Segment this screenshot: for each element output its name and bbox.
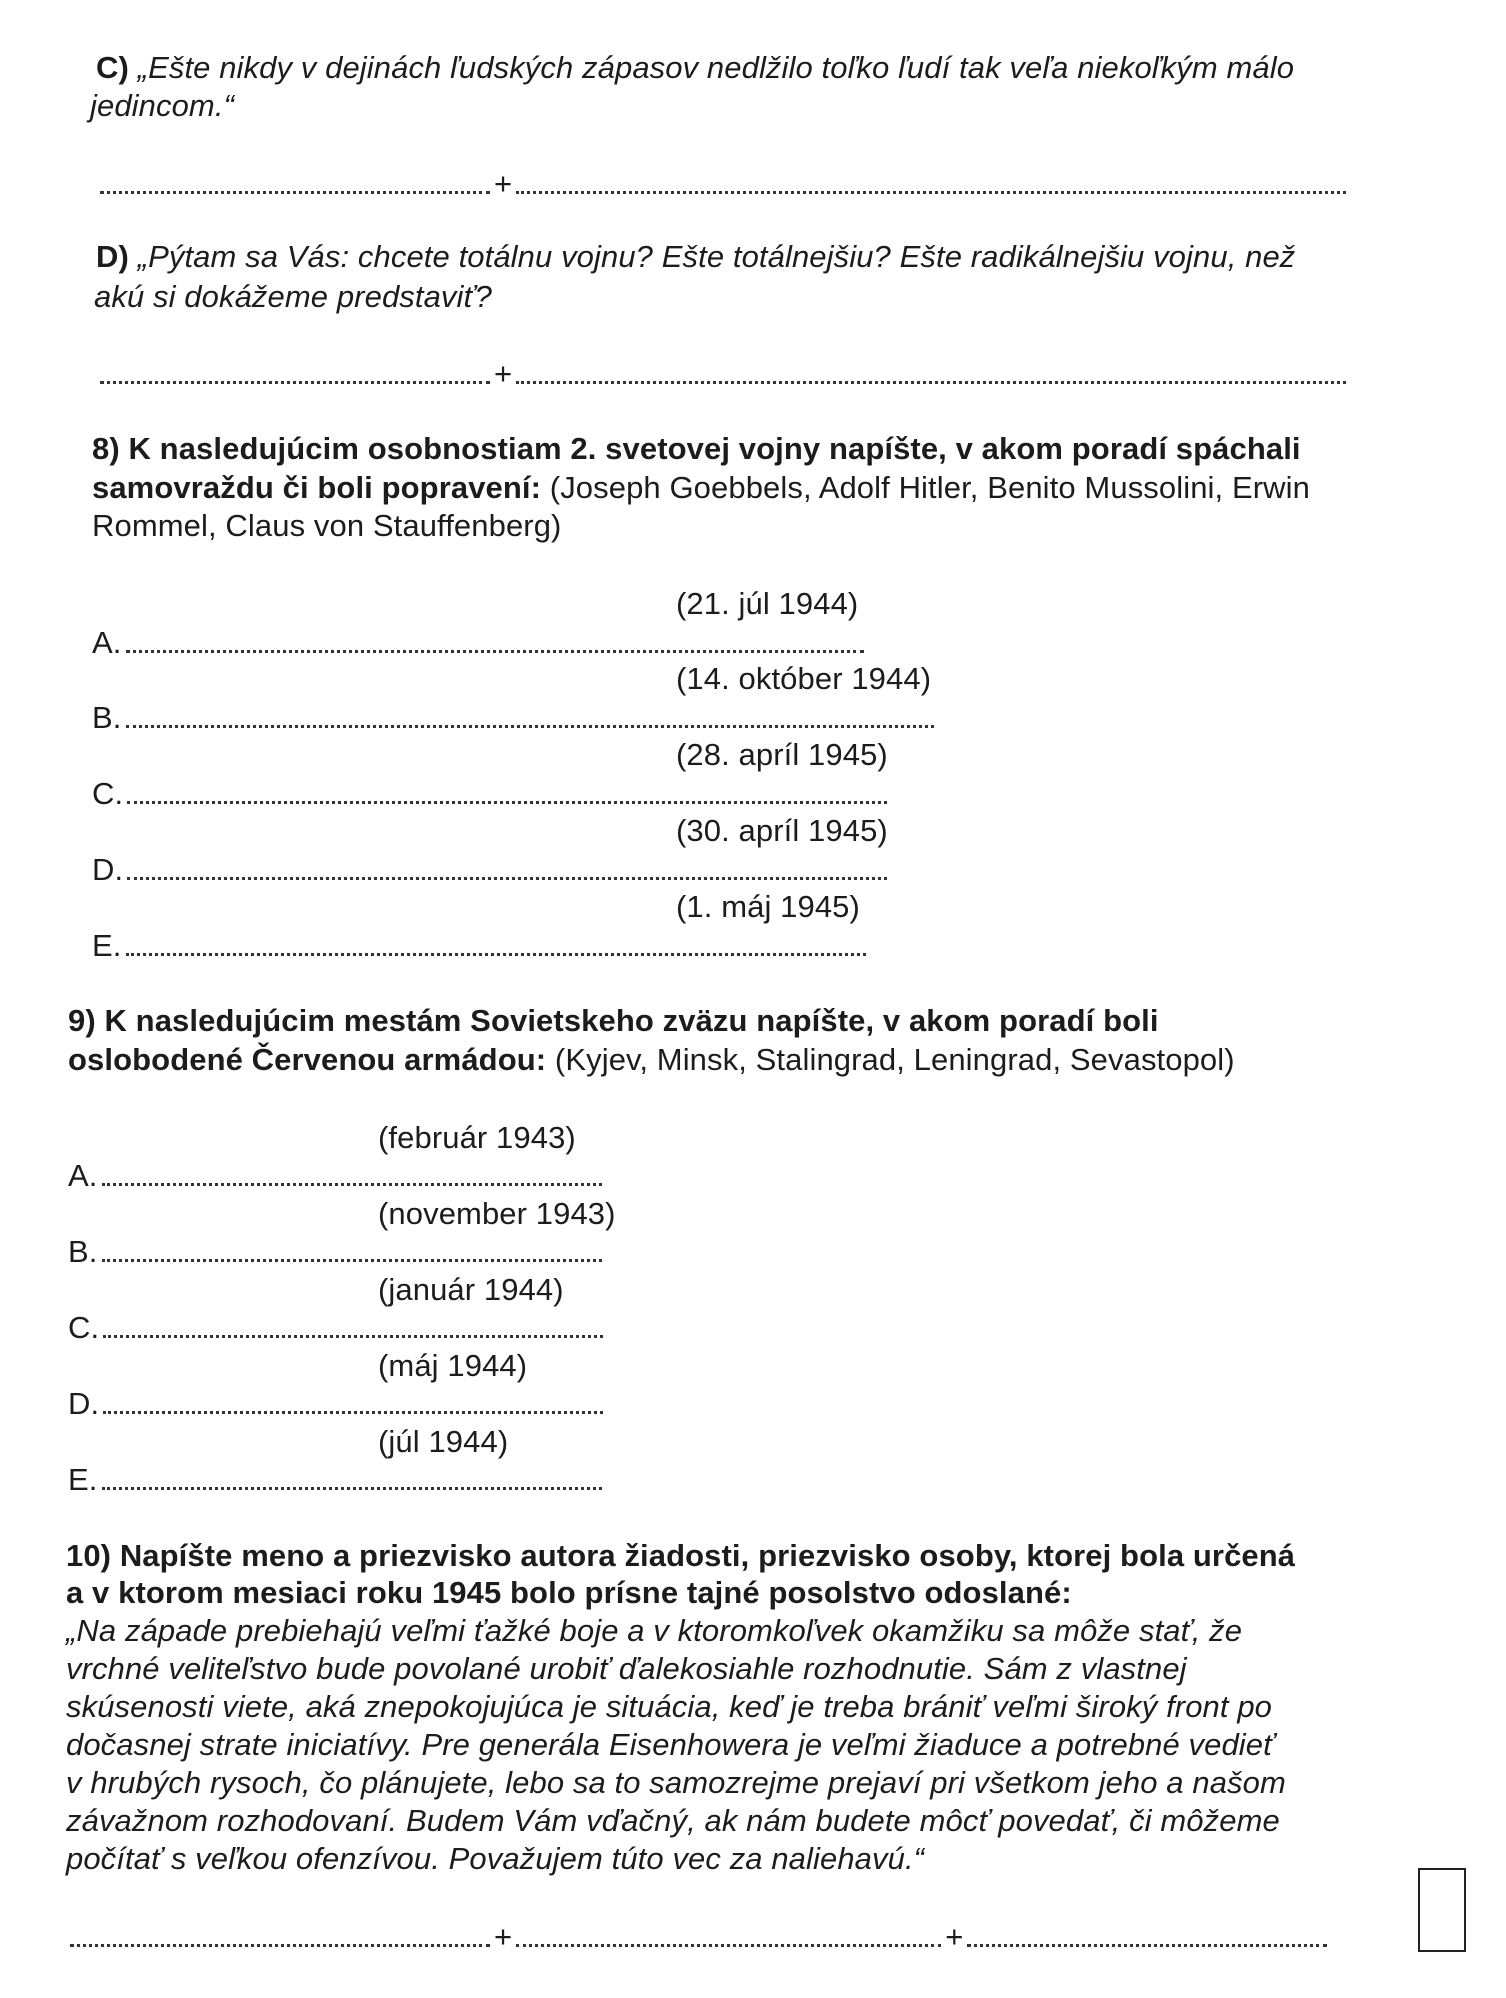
- plus-sign: +: [494, 166, 513, 201]
- plus-sign: +: [945, 1919, 964, 1954]
- q10-quote-line: počítať s veľkou ofenzívou. Považujem túto vec za naliehavú.“: [66, 1841, 925, 1876]
- answer-blank[interactable]: [516, 190, 1346, 194]
- q8-date: (28. apríl 1945): [676, 737, 888, 772]
- answer-blank[interactable]: [127, 876, 887, 880]
- answer-blank-author[interactable]: [70, 1943, 490, 1947]
- q8-letter: D.: [92, 852, 124, 887]
- q8-date: (30. apríl 1945): [676, 813, 888, 848]
- q10-quote-line: „Na západe prebiehajú veľmi ťažké boje a v ktoromkoľvek okamžiku sa môže stať, že: [66, 1613, 1243, 1648]
- q9-date: (november 1943): [378, 1196, 616, 1231]
- answer-blank-month[interactable]: [967, 1943, 1327, 1947]
- q10-quote-line: závažnom rozhodovaní. Budem Vám vďačný, ak nám budete môcť povedať, či môžeme: [66, 1803, 1280, 1838]
- q7-d-answer-line[interactable]: [96, 355, 1350, 393]
- answer-blank[interactable]: [100, 190, 490, 194]
- plus-sign: +: [494, 356, 513, 391]
- q8-letter: A.: [92, 625, 122, 660]
- q10-quote-line: skúsenosti viete, aká znepokojujúca je situácia, keď je treba brániť veľmi široký front po: [66, 1689, 1272, 1724]
- answer-blank[interactable]: [103, 1410, 603, 1414]
- answer-blank[interactable]: [102, 1258, 602, 1262]
- plus-sign: +: [494, 1919, 513, 1954]
- q9-letter: C.: [68, 1310, 100, 1345]
- q8-heading-line3: Rommel, Claus von Stauffenberg): [92, 508, 562, 543]
- q9-date: (júl 1944): [378, 1424, 509, 1459]
- q7-c-quote-line1: „Ešte nikdy v dejinách ľudských zápasov nedlžilo toľko ľudí tak veľa niekoľkým málo: [137, 50, 1295, 85]
- q8-answer-row[interactable]: [92, 624, 868, 662]
- answer-blank[interactable]: [100, 380, 490, 384]
- q7-c-quote-line2: jedincom.“: [90, 88, 234, 123]
- q10-quote-line: dočasnej strate iniciatívy. Pre generála Eisenhowera je veľmi žiaduce a potrebné vedieť: [66, 1727, 1275, 1762]
- q9-date: (január 1944): [378, 1272, 564, 1307]
- q9-letter: B.: [68, 1234, 98, 1269]
- answer-blank[interactable]: [516, 380, 1346, 384]
- answer-blank[interactable]: [126, 724, 934, 728]
- q7-c-text-line1: [96, 49, 1294, 87]
- q8-date: (14. október 1944): [676, 661, 932, 696]
- q9-heading-line2: [68, 1041, 1235, 1079]
- q8-answer-row[interactable]: [92, 699, 938, 737]
- score-box[interactable]: [1418, 1868, 1466, 1952]
- q7-c-label: C): [96, 50, 129, 85]
- answer-blank[interactable]: [102, 1182, 602, 1186]
- q8-letter: B.: [92, 700, 122, 735]
- q8-answer-row[interactable]: [92, 775, 891, 813]
- q7-d-text-line1: [96, 238, 1295, 276]
- q10-quote-line: vrchné veliteľstvo bude povolané urobiť ďalekosiahle rozhodnutie. Sám z vlastnej: [66, 1651, 1187, 1686]
- answer-blank-recipient[interactable]: [516, 1943, 941, 1947]
- q9-letter: A.: [68, 1158, 98, 1193]
- q7-d-quote-line1: „Pýtam sa Vás: chcete totálnu vojnu? Ešte totálnejšiu? Ešte radikálnejšiu vojnu, než: [137, 239, 1296, 274]
- q9-date: (máj 1944): [378, 1348, 528, 1383]
- q9-answer-row[interactable]: [68, 1233, 606, 1271]
- q9-answer-row[interactable]: [68, 1461, 606, 1499]
- q8-answer-row[interactable]: [92, 851, 891, 889]
- q7-d-label: D): [96, 239, 129, 274]
- q9-answer-row[interactable]: [68, 1309, 607, 1347]
- answer-blank[interactable]: [126, 952, 866, 956]
- q9-letter: D.: [68, 1386, 100, 1421]
- q9-heading-bold: oslobodené Červenou armádou:: [68, 1042, 547, 1077]
- q9-date: (február 1943): [378, 1120, 576, 1155]
- q10-answer-line[interactable]: [66, 1918, 1331, 1956]
- q7-d-quote-line2: akú si dokážeme predstaviť?: [94, 279, 492, 314]
- q8-letter: C.: [92, 776, 124, 811]
- q8-heading-names: (Joseph Goebbels, Adolf Hitler, Benito Mussolini, Erwin: [541, 470, 1310, 505]
- q10-heading-line2: a v ktorom mesiaci roku 1945 bolo prísne tajné posolstvo odoslané:: [66, 1575, 1072, 1610]
- answer-blank[interactable]: [127, 800, 887, 804]
- q9-letter: E.: [68, 1462, 98, 1497]
- q8-date: (21. júl 1944): [676, 586, 859, 621]
- answer-blank[interactable]: [102, 1486, 602, 1490]
- q9-answer-row[interactable]: [68, 1385, 607, 1423]
- q10-quote-line: v hrubých rysoch, čo plánujete, lebo sa to samozrejme prejaví pri všetkom jeho a našom: [66, 1765, 1286, 1800]
- q7-c-answer-line[interactable]: [96, 165, 1350, 203]
- q8-heading-line2: [92, 469, 1310, 507]
- q8-answer-row[interactable]: [92, 927, 870, 965]
- q8-heading-bold: samovraždu či boli popravení:: [92, 470, 542, 505]
- q9-answer-row[interactable]: [68, 1157, 606, 1195]
- q9-heading-cities: (Kyjev, Minsk, Stalingrad, Leningrad, Sevastopol): [546, 1042, 1235, 1077]
- answer-blank[interactable]: [103, 1334, 603, 1338]
- q9-heading-line1: 9) K nasledujúcim mestám Sovietskeho zväzu napíšte, v akom poradí boli: [68, 1003, 1159, 1038]
- answer-blank[interactable]: [126, 649, 864, 653]
- q8-letter: E.: [92, 928, 122, 963]
- q8-date: (1. máj 1945): [676, 889, 860, 924]
- q8-heading-line1: 8) K nasledujúcim osobnostiam 2. svetovej vojny napíšte, v akom poradí spáchali: [92, 431, 1301, 466]
- q10-heading-line1: 10) Napíšte meno a priezvisko autora žiadosti, priezvisko osoby, ktorej bola určená: [66, 1538, 1296, 1573]
